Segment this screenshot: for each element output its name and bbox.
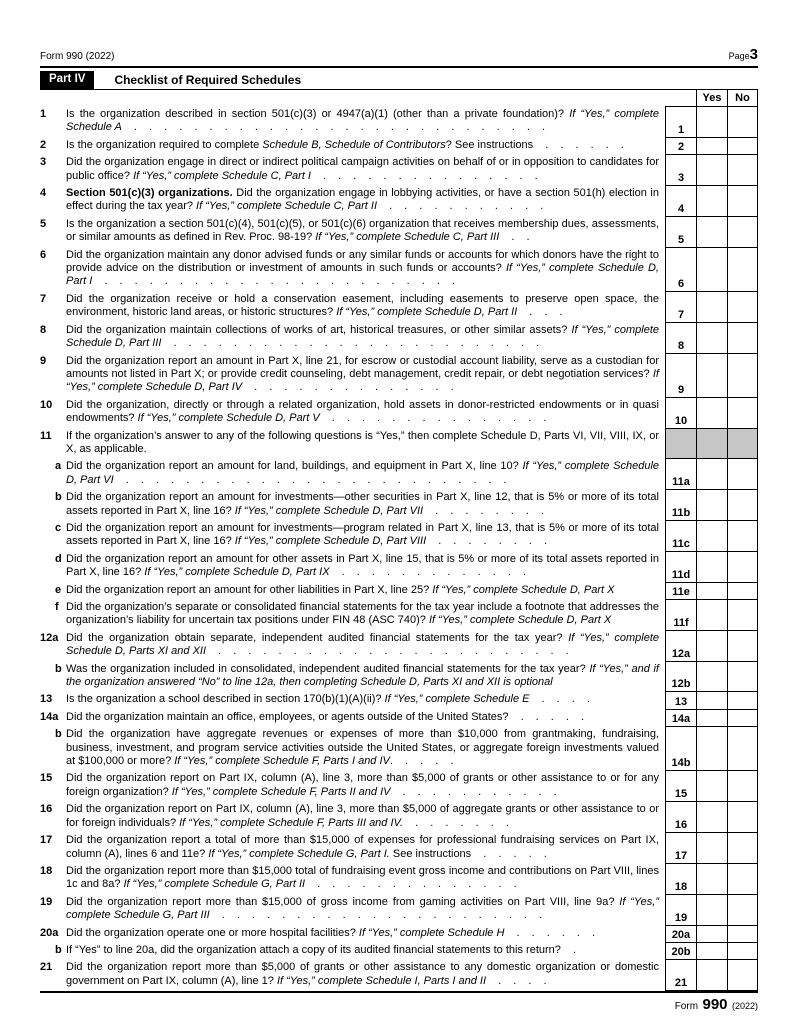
- line-number-cell: 5: [665, 217, 696, 248]
- line-number-cell: 20a: [665, 926, 696, 943]
- yes-checkbox-cell: [696, 429, 727, 460]
- footer-form-word: Form: [674, 1001, 699, 1013]
- question-text: Is the organization required to complete Schedule B, Schedule of Contributors? See instructions . . . . . .: [66, 138, 624, 151]
- question-text-area: [40, 771, 665, 802]
- yes-checkbox-cell[interactable]: [696, 323, 727, 354]
- question-text: Was the organization included in consolidated, independent audited financial statements for the tax year? If “Yes,” and if the organization answered “No” to line 12a, then completing Schedule D, Parts XI and XII is optional: [66, 662, 659, 689]
- question-text-area: [40, 833, 665, 864]
- question-number-label: 11: [40, 429, 52, 442]
- dot-leader: . . . . . . . . . . . . .: [329, 566, 526, 579]
- question-text: Did the organization’s separate or consolidated financial statements for the tax year include a footnote that addresses the organization’s liability for uncertain tax positions under FIN 48 (ASC 740)? If “Yes,” complete Schedule D, Part X: [66, 601, 659, 627]
- question-text-area: [40, 600, 665, 631]
- dot-leader: . . .: [517, 306, 563, 319]
- dot-leader: . .: [499, 231, 530, 244]
- dot-leader: . . . . . . .: [403, 816, 509, 829]
- question-text-area: [40, 692, 665, 709]
- question-text: Did the organization operate one or more hospital facilities? If “Yes,” complete Schedule H . . . . . .: [66, 926, 596, 939]
- header-spacer: [40, 90, 665, 107]
- no-checkbox-cell[interactable]: [727, 552, 758, 583]
- question-text-area: [40, 398, 665, 429]
- question-row: [40, 960, 758, 991]
- question-text: Did the organization receive or hold a conservation easement, including easements to preserve open space, the environment, historic land areas, or historic structures? If “Yes,” complete Schedule D, Part II . . .: [66, 292, 659, 319]
- question-number-label: 1: [40, 108, 47, 120]
- question-text: Did the organization report a total of more than $15,000 of expenses for professional fundraising services on Part IX, column (A), lines 6 and 11e? If “Yes,” complete Schedule G, Part I. See instructions . . . . .: [66, 834, 659, 860]
- no-checkbox-cell[interactable]: [727, 727, 758, 771]
- no-column-header: No: [727, 90, 758, 107]
- question-text: Did the organization maintain any donor advised funds or any similar funds or accounts for which donors have the right to provide advice on the distribution or investment of amounts in such funds or accounts? If “Yes,” complete Schedule D, Part I . . . . . . . . . . . . . . . . . . . . . . . .: [66, 248, 659, 288]
- question-text-area: [40, 490, 665, 521]
- top-rule: [40, 66, 758, 68]
- question-text-area: [40, 107, 665, 138]
- yes-checkbox-cell[interactable]: [696, 960, 727, 991]
- question-text-area: [40, 960, 665, 991]
- yes-checkbox-cell[interactable]: [696, 217, 727, 248]
- no-checkbox-cell[interactable]: [727, 398, 758, 429]
- question-row: [40, 833, 758, 864]
- yes-checkbox-cell[interactable]: [696, 727, 727, 771]
- no-checkbox-cell[interactable]: [727, 490, 758, 521]
- yes-checkbox-cell[interactable]: [696, 631, 727, 662]
- no-checkbox-cell[interactable]: [727, 833, 758, 864]
- question-number-label: 12a: [40, 631, 59, 644]
- yes-checkbox-cell[interactable]: [696, 354, 727, 398]
- question-text-area: [40, 248, 665, 292]
- form-title: Form 990 (2022): [40, 51, 115, 62]
- page-footer: [40, 993, 758, 1014]
- dot-leader: . . . . .: [471, 847, 547, 860]
- question-row: [40, 155, 758, 186]
- line-number-cell: 14b: [665, 727, 696, 771]
- question-row: [40, 771, 758, 802]
- question-text-area: [40, 354, 665, 398]
- footer-form-year: (2022): [731, 1001, 758, 1012]
- no-checkbox-cell[interactable]: [727, 521, 758, 552]
- no-checkbox-cell[interactable]: [727, 771, 758, 802]
- no-checkbox-cell[interactable]: [727, 186, 758, 217]
- dot-leader: . . . . . .: [504, 926, 596, 939]
- question-row: [40, 292, 758, 323]
- line-number-column-header: [665, 90, 696, 107]
- question-text: Did the organization report an amount for land, buildings, and equipment in Part X, line 10? If “Yes,” complete Schedule D, Part VI . . . . . . . . . . . . . . . . . . . . . . . . . .: [66, 460, 660, 486]
- no-checkbox-cell[interactable]: [727, 248, 758, 292]
- dot-leader: . . . . . . . .: [423, 504, 544, 517]
- dot-leader: . . . . . . . . . . . . . . . . . . . . . . . . . . . .: [121, 121, 546, 134]
- question-row: [40, 802, 758, 833]
- checklist-table-body: [40, 107, 758, 991]
- question-number-label: 16: [40, 803, 53, 816]
- line-number-cell: 11a: [665, 459, 696, 490]
- line-number-cell: 9: [665, 354, 696, 398]
- question-row: [40, 354, 758, 398]
- dot-leader: . . . . . . . . . . . . . . .: [311, 169, 538, 182]
- question-number-label: 6: [40, 248, 47, 261]
- question-row: [40, 631, 758, 662]
- question-row: [40, 943, 758, 960]
- question-number-label: b: [55, 662, 62, 675]
- no-checkbox-cell[interactable]: [727, 864, 758, 895]
- dot-leader: . . . . . . . . . . . . . . . . . . . . . . . . . .: [113, 473, 507, 486]
- question-text: Did the organization report an amount for investments—other securities in Part X, line 12, that is 5% or more of its total assets reported in Part X, line 16? If “Yes,” complete Schedule D, Part VII . . . . . . . .: [66, 491, 659, 517]
- question-row: [40, 138, 758, 155]
- dot-leader: . . . . . . . . . . . . . . . . . . . . . .: [209, 909, 543, 922]
- no-checkbox-cell[interactable]: [727, 155, 758, 186]
- question-text: Is the organization a school described in section 170(b)(1)(A)(ii)? If “Yes,” complete Schedule E . . . .: [66, 693, 590, 706]
- yes-column-header: Yes: [696, 90, 727, 107]
- question-text-area: [40, 429, 665, 460]
- question-text: Did the organization report an amount for other liabilities in Part X, line 25? If “Yes,” complete Schedule D, Part X: [66, 583, 615, 596]
- question-text: Did the organization report on Part IX, column (A), line 3, more than $5,000 of aggregate grants or other assistance to or for foreign individuals? If “Yes,” complete Schedule F, Parts III and IV. . . . . . . .: [66, 803, 659, 829]
- question-text: Did the organization, directly or through a related organization, hold assets in donor-restricted endowments or in quasi endowments? If “Yes,” complete Schedule D, Part V . . . . . . . . . . . . . . .: [66, 398, 659, 425]
- no-checkbox-cell: [727, 429, 758, 460]
- no-checkbox-cell[interactable]: [727, 354, 758, 398]
- question-text: Section 501(c)(3) organizations. Did the organization engage in lobbying activities, or have a section 501(h) election in effect during the tax year? If “Yes,” complete Schedule C, Part II . . . . . . . . . . .: [66, 187, 659, 213]
- question-number-label: b: [55, 728, 62, 741]
- no-checkbox-cell[interactable]: [727, 583, 758, 600]
- question-text-area: [40, 727, 665, 771]
- line-number-cell: 12b: [665, 662, 696, 693]
- no-checkbox-cell[interactable]: [727, 926, 758, 943]
- no-checkbox-cell[interactable]: [727, 631, 758, 662]
- question-number-label: 3: [40, 156, 47, 169]
- question-number-label: 7: [40, 292, 47, 305]
- line-number-cell: 2: [665, 138, 696, 155]
- line-number-cell: 14a: [665, 710, 696, 727]
- line-number-cell: 3: [665, 155, 696, 186]
- question-row: [40, 429, 758, 460]
- question-row: [40, 864, 758, 895]
- yes-checkbox-cell[interactable]: [696, 155, 727, 186]
- dot-leader: . . . . . . . . . . . . . . . . . . . . . . . . .: [161, 337, 540, 350]
- question-number-label: 20a: [40, 926, 59, 939]
- no-checkbox-cell[interactable]: [727, 710, 758, 727]
- question-text: Did the organization report an amount for investments—program related in Part X, line 13, that is 5% or more of its total assets reported in Part X, line 16? If “Yes,” complete Schedule D, Part VIII . . . . . . . .: [66, 521, 659, 548]
- line-number-cell: 11c: [665, 521, 696, 552]
- yes-checkbox-cell[interactable]: [696, 583, 727, 600]
- question-row: [40, 710, 758, 727]
- no-checkbox-cell[interactable]: [727, 692, 758, 709]
- question-text-area: [40, 138, 665, 155]
- dot-leader: . . . . . . . . . . . . . . . . . . . . . . . .: [92, 275, 455, 288]
- yes-checkbox-cell[interactable]: [696, 490, 727, 521]
- yes-checkbox-cell[interactable]: [696, 802, 727, 833]
- yes-checkbox-cell[interactable]: [696, 833, 727, 864]
- line-number-cell: 7: [665, 292, 696, 323]
- question-text-area: [40, 926, 665, 943]
- no-checkbox-cell[interactable]: [727, 943, 758, 960]
- yes-checkbox-cell[interactable]: [696, 521, 727, 552]
- question-number-label: b: [55, 491, 62, 504]
- question-number-label: e: [55, 583, 62, 596]
- question-text: Did the organization obtain separate, independent audited financial statements for the tax year? If “Yes,” complete Schedule D, Parts XI and XII . . . . . . . . . . . . . . . . . . . . . . . .: [66, 631, 660, 658]
- question-text-area: [40, 631, 665, 662]
- question-text-area: [40, 186, 665, 217]
- yes-checkbox-cell[interactable]: [696, 926, 727, 943]
- no-checkbox-cell[interactable]: [727, 323, 758, 354]
- question-text: If the organization’s answer to any of the following questions is “Yes,” then complete Schedule D, Parts VI, VII, VIII, IX, or X, as applicable.: [66, 429, 659, 455]
- question-text-area: [40, 943, 665, 960]
- question-number-label: 5: [40, 217, 47, 230]
- question-number-label: 9: [40, 354, 47, 367]
- no-checkbox-cell[interactable]: [727, 138, 758, 155]
- question-text: Did the organization engage in direct or indirect political campaign activities on behalf of or in opposition to candidates for public office? If “Yes,” complete Schedule C, Part I . . . . . . . . . . . . . . .: [66, 156, 659, 182]
- dot-leader: . . . . . . . . . . . . . . . . . . . . . . . .: [206, 645, 569, 658]
- question-number-label: c: [55, 521, 62, 534]
- footer-form-number: 990: [702, 996, 728, 1014]
- question-number-label: b: [55, 943, 62, 956]
- yes-checkbox-cell[interactable]: [696, 692, 727, 709]
- question-number-label: d: [55, 552, 62, 565]
- question-text-area: [40, 217, 665, 248]
- question-row: [40, 552, 758, 583]
- question-number-label: 17: [40, 834, 53, 847]
- line-number-cell: 4: [665, 186, 696, 217]
- yes-checkbox-cell[interactable]: [696, 248, 727, 292]
- question-row: [40, 323, 758, 354]
- question-number-label: 2: [40, 138, 47, 151]
- part-title: Checklist of Required Schedules: [114, 73, 302, 87]
- line-number-cell: 11e: [665, 583, 696, 600]
- question-number-label: 19: [40, 895, 53, 908]
- page-indicator: Page3: [728, 46, 758, 63]
- dot-leader: . . . .: [529, 693, 590, 706]
- question-number-label: 10: [40, 398, 53, 411]
- question-text-area: [40, 895, 665, 926]
- question-text-area: [40, 662, 665, 693]
- question-number-label: a: [55, 460, 62, 473]
- line-number-cell: 11d: [665, 552, 696, 583]
- yes-checkbox-cell[interactable]: [696, 662, 727, 693]
- line-number-cell: 20b: [665, 943, 696, 960]
- no-checkbox-cell[interactable]: [727, 895, 758, 926]
- question-text: Did the organization report on Part IX, column (A), line 3, more than $5,000 of grants or other assistance to or for any foreign organization? If “Yes,” complete Schedule F, Parts II and IV . . . . . . . . . . .: [66, 772, 659, 798]
- question-text-area: [40, 459, 665, 490]
- yes-checkbox-cell[interactable]: [696, 864, 727, 895]
- question-row: [40, 398, 758, 429]
- dot-leader: . . . . . . . . . . .: [390, 785, 557, 798]
- line-number-cell: 11b: [665, 490, 696, 521]
- question-text: Did the organization have aggregate revenues or expenses of more than $10,000 from grantmaking, fundraising, business, investment, and program service activities outside the United States, or aggregate foreign investments valued at $100,000 or more? If “Yes,” complete Schedule F, Parts I and IV. . . . .: [66, 728, 659, 768]
- question-row: [40, 692, 758, 709]
- no-checkbox-cell[interactable]: [727, 292, 758, 323]
- part-label: Part IV: [40, 71, 94, 89]
- question-row: [40, 490, 758, 521]
- dot-leader: . . . . . . . . . . .: [377, 200, 544, 213]
- line-number-cell: 19: [665, 895, 696, 926]
- line-number-cell: 17: [665, 833, 696, 864]
- page-number: 3: [749, 46, 758, 63]
- part-header: [40, 71, 758, 90]
- question-text: Is the organization a section 501(c)(4), 501(c)(5), or 501(c)(6) organization that receives membership dues, assessments, or similar amounts as defined in Rev. Proc. 98-19? If “Yes,” complete Schedule C, Part III . .: [66, 217, 659, 244]
- yes-checkbox-cell[interactable]: [696, 771, 727, 802]
- question-text: Did the organization report more than $15,000 of gross income from gaming activities on Part VIII, line 9a? If “Yes,” complete Schedule G, Part III . . . . . . . . . . . . . . . . . . . . . .: [66, 895, 659, 922]
- yes-checkbox-cell[interactable]: [696, 186, 727, 217]
- question-row: [40, 107, 758, 138]
- line-number-cell: 13: [665, 692, 696, 709]
- line-number-cell: 10: [665, 398, 696, 429]
- question-row: [40, 926, 758, 943]
- dot-leader: . . . .: [486, 974, 547, 987]
- question-row: [40, 600, 758, 631]
- line-number-cell: 6: [665, 248, 696, 292]
- dot-leader: .: [560, 943, 577, 956]
- no-checkbox-cell[interactable]: [727, 107, 758, 138]
- page-header: [40, 46, 758, 64]
- line-number-cell: 16: [665, 802, 696, 833]
- question-number-label: 21: [40, 961, 53, 974]
- question-number-label: 8: [40, 323, 47, 336]
- yes-checkbox-cell[interactable]: [696, 459, 727, 490]
- dot-leader: . . . . . . . .: [426, 535, 548, 548]
- line-number-cell: 1: [665, 107, 696, 138]
- line-number-cell: 15: [665, 771, 696, 802]
- line-number-cell: 18: [665, 864, 696, 895]
- question-row: [40, 521, 758, 552]
- line-number-cell: [665, 429, 696, 460]
- question-number-label: 18: [40, 864, 53, 877]
- question-number-label: 4: [40, 187, 47, 200]
- no-checkbox-cell[interactable]: [727, 459, 758, 490]
- yes-checkbox-cell[interactable]: [696, 895, 727, 926]
- question-text-area: [40, 864, 665, 895]
- yes-checkbox-cell[interactable]: [696, 552, 727, 583]
- yes-checkbox-cell[interactable]: [696, 292, 727, 323]
- question-text-area: [40, 710, 665, 727]
- question-text: Is the organization described in section 501(c)(3) or 4947(a)(1) (other than a private foundation)? If “Yes,” complete Schedule A . . . . . . . . . . . . . . . . . . . . . . . . . . . .: [66, 108, 659, 134]
- no-checkbox-cell[interactable]: [727, 802, 758, 833]
- line-number-cell: 11f: [665, 600, 696, 631]
- yes-checkbox-cell[interactable]: [696, 138, 727, 155]
- yes-checkbox-cell[interactable]: [696, 710, 727, 727]
- question-number-label: f: [55, 601, 59, 613]
- question-text: Did the organization report more than $5,000 of grants or other assistance to any domestic organization or domestic government on Part IX, column (A), line 1? If “Yes,” complete Schedule I, Parts I and II . . . .: [66, 961, 659, 987]
- question-text-area: [40, 155, 665, 186]
- yes-checkbox-cell[interactable]: [696, 600, 727, 631]
- dot-leader: . . . . . . . . . . . . . . .: [319, 412, 547, 425]
- question-text: Did the organization report an amount in Part X, line 21, for escrow or custodial account liability, serve as a custodian for amounts not listed in Part X; or provide credit counseling, debt management, credit repair, or debt negotiation services? If “Yes,” complete Schedule D, Part IV . . . . . . . . . . . . . .: [66, 354, 659, 394]
- question-text-area: [40, 521, 665, 552]
- question-number-label: 13: [40, 693, 53, 706]
- line-number-cell: 21: [665, 960, 696, 991]
- question-number-label: 14a: [40, 710, 59, 723]
- yes-no-header-row: [40, 90, 758, 107]
- question-text: If “Yes” to line 20a, did the organization attach a copy of its audited financial statements to this return? .: [66, 943, 577, 956]
- question-number-label: 15: [40, 772, 53, 785]
- question-text: Did the organization report an amount for other assets in Part X, line 15, that is 5% or more of its total assets reported in Part X, line 16? If “Yes,” complete Schedule D, Part IX . . . . . . . . . . . . .: [66, 552, 659, 579]
- dot-leader: . . . . . . . . . . . . . .: [242, 381, 454, 394]
- dot-leader: . . . . . .: [533, 138, 624, 151]
- no-checkbox-cell[interactable]: [727, 600, 758, 631]
- question-text: Did the organization maintain an office, employees, or agents outside of the United States? . . . . .: [66, 710, 585, 723]
- question-row: [40, 583, 758, 600]
- dot-leader: . . . . . . . . . . . . . .: [305, 878, 517, 891]
- yes-checkbox-cell[interactable]: [696, 943, 727, 960]
- question-text: Did the organization report more than $15,000 total of fundraising event gross income and contributions on Part VIII, lines 1c and 8a? If “Yes,” complete Schedule G, Part II . . . . . . . . . . . . . .: [66, 864, 659, 891]
- question-text-area: [40, 323, 665, 354]
- no-checkbox-cell[interactable]: [727, 960, 758, 991]
- question-row: [40, 662, 758, 693]
- question-text: Did the organization maintain collections of works of art, historical treasures, or other similar assets? If “Yes,” complete Schedule D, Part III . . . . . . . . . . . . . . . . . . . . . . . . .: [66, 323, 660, 350]
- yes-checkbox-cell[interactable]: [696, 398, 727, 429]
- no-checkbox-cell[interactable]: [727, 217, 758, 248]
- dot-leader: . . . .: [392, 755, 454, 768]
- question-text-area: [40, 583, 665, 600]
- line-number-cell: 8: [665, 323, 696, 354]
- line-number-cell: 12a: [665, 631, 696, 662]
- question-text-area: [40, 292, 665, 323]
- question-text-area: [40, 552, 665, 583]
- question-row: [40, 186, 758, 217]
- question-text-area: [40, 802, 665, 833]
- question-row: [40, 217, 758, 248]
- question-row: [40, 895, 758, 926]
- question-row: [40, 248, 758, 292]
- question-row: [40, 459, 758, 490]
- question-row: [40, 727, 758, 771]
- no-checkbox-cell[interactable]: [727, 662, 758, 693]
- yes-checkbox-cell[interactable]: [696, 107, 727, 138]
- dot-leader: . . . . .: [508, 710, 585, 723]
